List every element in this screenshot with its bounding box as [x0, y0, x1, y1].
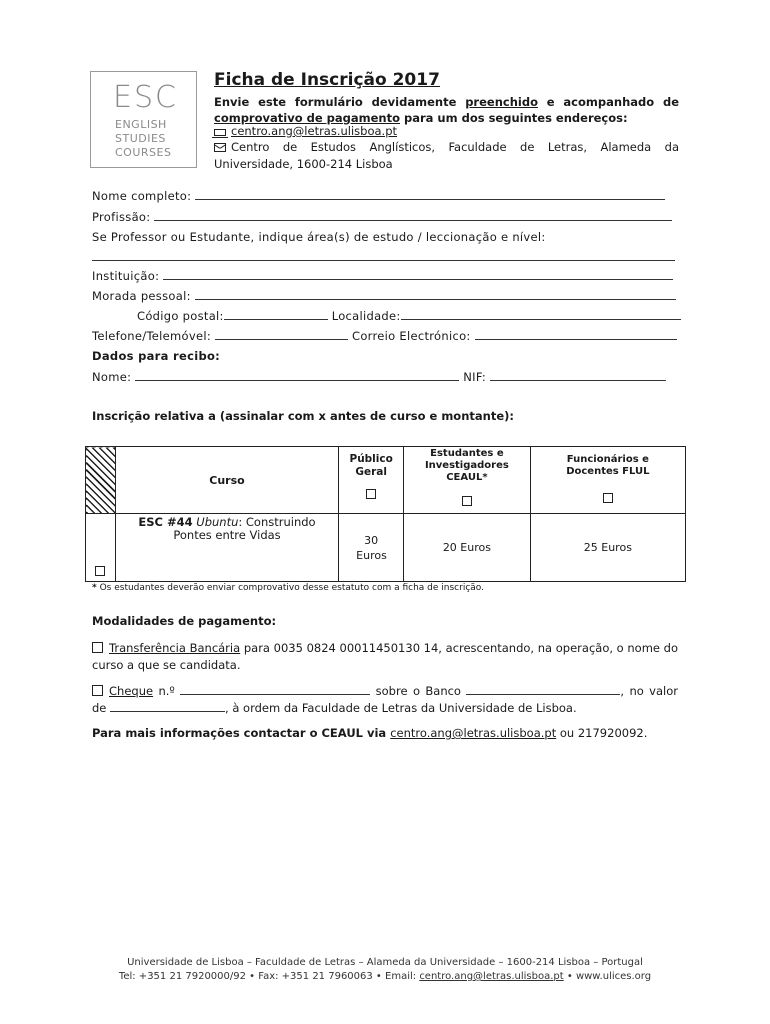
hatched-cell: [86, 447, 116, 514]
course-select-cell: [86, 514, 116, 582]
field-professor: [92, 230, 677, 244]
checkbox-publico[interactable]: [366, 489, 376, 499]
price-funcionarios: [530, 514, 685, 582]
logo-line-1: ENGLISH: [115, 118, 167, 131]
header-estudantes-label: Estudantes e Investigadores CEAUL*: [424, 448, 509, 483]
header-funcionarios-label: Funcionários e Docentes FLUL: [566, 454, 650, 477]
header-funcionarios: [530, 447, 685, 514]
label-codigo: Código postal:: [137, 309, 224, 323]
course-name-cell: [115, 514, 339, 582]
label-profissao: Profissão:: [92, 210, 151, 224]
label-nome: Nome completo:: [92, 189, 192, 203]
field-morada: [92, 289, 677, 303]
info-row: [92, 725, 678, 742]
price-publico-value: 30 Euros: [356, 533, 387, 562]
field-nome: [92, 189, 677, 203]
cheque-row: [92, 683, 678, 717]
intro-text: [214, 94, 679, 126]
price-estudantes: [404, 514, 531, 582]
transferencia-row: [92, 640, 678, 674]
cheque-text-3: , no valor de: [92, 684, 678, 715]
checkbox-estudantes[interactable]: [462, 496, 472, 506]
label-nif: NIF:: [463, 370, 487, 384]
header-publico-label: Público Geral: [349, 453, 393, 478]
field-instituicao: [92, 269, 677, 283]
price-publico: [339, 514, 404, 582]
cheque-text-1: n.º: [153, 684, 181, 698]
checkbox-course[interactable]: [95, 566, 105, 576]
table-note: [92, 583, 484, 593]
footer-line-1: Universidade de Lisboa – Faculdade de Letras – Alameda da Universidade – 1600-214 Lisboa – Portugal: [127, 957, 643, 968]
footer-website: • www.ulices.org: [563, 971, 652, 982]
intro-part: Envie este formulário devidamente: [214, 95, 466, 109]
input-banco[interactable]: [466, 685, 620, 695]
recibo-title: Dados para recibo:: [92, 349, 221, 363]
transferencia-text: para 0035 0824 00011450130 14, acrescentando, na operação, o nome do curso a que se candidata.: [92, 641, 679, 672]
course-name: [132, 516, 322, 542]
esc-logo: [90, 71, 197, 168]
checkbox-cheque[interactable]: [92, 685, 103, 696]
field-profissao: [92, 210, 677, 224]
label-morada: Morada pessoal:: [92, 289, 191, 303]
intro-part: e acompanhado de: [537, 95, 679, 109]
input-nif[interactable]: [490, 371, 666, 381]
footer-line-2: [60, 970, 710, 984]
input-area-estudo[interactable]: [92, 251, 675, 261]
cheque-text-2: sobre o Banco: [370, 684, 467, 698]
info-suffix: ou 217920092.: [556, 726, 648, 740]
label-localidade: Localidade:: [331, 309, 401, 323]
cheque-label: Cheque: [109, 684, 154, 698]
intro-emphasis: comprovativo de pagamento: [214, 111, 400, 125]
page-title: Ficha de Inscrição 2017: [214, 70, 440, 90]
inscricao-title: Inscrição relativa a (assinalar com x antes de curso e montante):: [92, 409, 514, 423]
header-publico: [339, 447, 404, 514]
checkbox-transferencia[interactable]: [92, 642, 103, 653]
logo-line-2: STUDIES: [115, 132, 166, 145]
footer-contacts: Tel: +351 21 7920000/92 • Fax: +351 21 7960063 • Email:: [118, 971, 420, 982]
field-recibo: [92, 370, 677, 384]
note-text: Os estudantes deverão enviar comprovativo desse estatuto com a ficha de inscrição.: [99, 583, 484, 593]
field-codigo: [137, 309, 677, 323]
info-prefix: Para mais informações contactar o CEAUL via: [92, 726, 391, 740]
input-codigo[interactable]: [224, 310, 328, 320]
header-estudantes: [404, 447, 531, 514]
input-localidade[interactable]: [401, 310, 681, 320]
checkbox-funcionarios[interactable]: [603, 493, 613, 503]
label-telefone: Telefone/Telemóvel:: [92, 329, 212, 343]
course-name-italic: Ubuntu: [196, 515, 239, 529]
input-morada[interactable]: [195, 290, 676, 300]
note-star: *: [92, 583, 97, 593]
label-correio: Correio Electrónico:: [351, 329, 471, 343]
input-instituicao[interactable]: [163, 270, 673, 280]
pagamento-title: Modalidades de pagamento:: [92, 614, 277, 628]
address-row: [214, 139, 679, 173]
input-cheque-numero[interactable]: [180, 685, 370, 695]
price-funcionarios-value: 25 Euros: [583, 541, 632, 554]
label-professor: Se Professor ou Estudante, indique área(s) de estudo / leccionação e nível:: [92, 230, 546, 244]
course-table: [85, 446, 686, 582]
logo-line-3: COURSES: [115, 146, 172, 159]
info-email-link[interactable]: centro.ang@letras.ulisboa.pt: [390, 726, 557, 740]
transferencia-label: Transferência Bancária: [109, 641, 241, 655]
intro-emphasis: preenchido: [465, 95, 538, 109]
envelope-icon: [214, 143, 226, 152]
input-profissao[interactable]: [154, 211, 672, 221]
intro-part: para um dos seguintes endereços:: [400, 111, 628, 125]
computer-icon: [214, 129, 226, 136]
cheque-text-4: , à ordem da Faculdade de Letras da Universidade de Lisboa.: [225, 701, 577, 715]
input-telefone[interactable]: [215, 330, 348, 340]
email-link[interactable]: centro.ang@letras.ulisboa.pt: [231, 124, 398, 138]
header-curso-label: Curso: [209, 473, 245, 487]
logo-esc: ESC: [113, 80, 178, 115]
field-professor-line: [92, 250, 677, 264]
header-curso: [115, 447, 339, 514]
email-row: [214, 123, 679, 140]
input-valor[interactable]: [110, 702, 225, 712]
field-telefone: [92, 329, 677, 343]
course-code: ESC #44: [138, 515, 193, 529]
input-correio[interactable]: [475, 330, 677, 340]
input-nome[interactable]: [195, 190, 665, 200]
postal-address: Centro de Estudos Anglísticos, Faculdade de Letras, Alameda da Universidade, 1600-214 Lisboa: [214, 140, 679, 171]
input-recibo-nome[interactable]: [135, 371, 459, 381]
footer-email-link[interactable]: centro.ang@letras.ulisboa.pt: [419, 971, 564, 982]
label-instituicao: Instituição:: [92, 269, 160, 283]
course-name-rest: : Construindo Pontes entre Vidas: [173, 515, 316, 542]
price-estudantes-value: 20 Euros: [442, 541, 491, 554]
label-recibo-nome: Nome:: [92, 370, 132, 384]
